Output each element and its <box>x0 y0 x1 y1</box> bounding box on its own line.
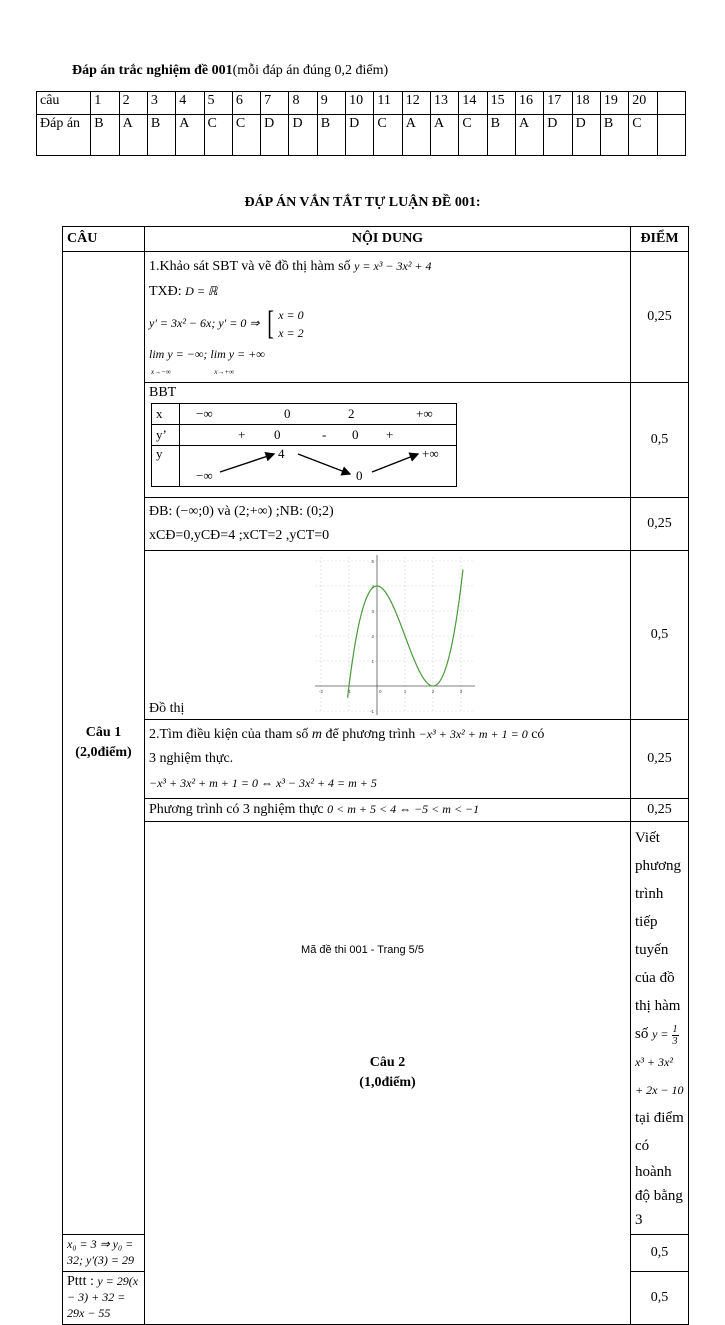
fraction-num: 1 <box>672 1023 678 1035</box>
mc-answer-letter: A <box>119 115 147 156</box>
y-tick-label: -1 <box>369 709 374 714</box>
score: 0,25 <box>631 720 689 799</box>
mc-answer-letter: C <box>232 115 260 156</box>
param-text: có <box>531 727 545 742</box>
score: 0,25 <box>631 799 689 822</box>
mc-question-number: 4 <box>176 92 204 115</box>
mc-question-number: 17 <box>544 92 572 115</box>
bbt-sign: 0 <box>274 427 281 442</box>
cau1-label <box>63 252 145 1235</box>
mc-question-number: 20 <box>629 92 657 115</box>
tangent-values: x₀ = 3 ⇒ y₀ = 32; y'(3) = 29 <box>67 1237 134 1267</box>
question-text: Viết phương trình tiếp tuyến của đồ thị hàm số <box>635 830 682 1042</box>
domain-label: TXĐ: <box>149 284 182 299</box>
param-text: 3 nghiệm thực. <box>149 751 234 766</box>
mc-answer-letter: D <box>572 115 600 156</box>
score: 0,5 <box>631 383 689 498</box>
cau2-tangent-content <box>63 1272 145 1325</box>
mc-question-number: 18 <box>572 92 600 115</box>
cau2-label <box>145 822 631 1325</box>
x-tick-label: 1 <box>403 689 407 694</box>
monotonic-intervals: ĐB: (−∞;0) và (2;+∞) ;NB: (0;2) <box>149 504 334 519</box>
cau1-label-name: Câu 1 <box>85 725 122 740</box>
cau1-row-condition <box>63 799 689 822</box>
mc-row-label: Đáp án <box>37 115 91 156</box>
cau1-row-parameter <box>63 720 689 799</box>
fraction-den: 3 <box>672 1035 678 1047</box>
cau1-condition-content <box>145 799 631 822</box>
condition-text: Phương trình có 3 nghiệm thực <box>149 802 324 817</box>
mc-question-number: 11 <box>374 92 402 115</box>
bbt-x-value: −∞ <box>196 406 213 421</box>
survey-text: 1.Khảo sát SBT và vẽ đồ thị hàm số <box>149 259 351 274</box>
cau2-label-name: Câu 2 <box>369 1055 406 1070</box>
cau1-monotonic-content <box>145 498 631 551</box>
mc-question-number: 19 <box>600 92 628 115</box>
tangent-label: Pttt : <box>67 1274 94 1289</box>
tangent-equation: y = 29(x − 3) + 32 = 29x − 55 <box>67 1274 139 1320</box>
bbt-sign: + <box>386 427 394 442</box>
arrow-up <box>372 454 418 472</box>
solution-system: [ x = 0 x = 2 <box>267 305 304 342</box>
score: 0,25 <box>631 498 689 551</box>
cau1-graph-content <box>145 551 631 720</box>
bbt-yprime-values <box>180 425 457 446</box>
mc-question-number: 2 <box>119 92 147 115</box>
mc-answer-letter: B <box>147 115 175 156</box>
domain-formula: D = ℝ <box>185 284 218 298</box>
bbt-sign: + <box>238 427 246 442</box>
bbt-y-start: −∞ <box>196 468 213 483</box>
header-cau: CÂU <box>63 227 145 252</box>
bbt-yprime-label: y’ <box>152 425 180 446</box>
cau1-bbt-content <box>145 383 631 498</box>
mc-question-number: 14 <box>459 92 487 115</box>
score: 0,5 <box>631 551 689 720</box>
mc-answer-letter: B <box>91 115 119 156</box>
arrow-up <box>220 454 274 472</box>
param-text: để phương trình <box>325 727 416 742</box>
bbt-y-label: y <box>152 446 180 487</box>
mc-answer-letter <box>657 115 686 156</box>
mc-answer-letter: A <box>515 115 543 156</box>
condition-formula: 0 < m + 5 < 4 ⇔ −5 < m < −1 <box>327 802 480 816</box>
bbt-x-values <box>180 404 457 425</box>
mc-answer-letter: A <box>402 115 430 156</box>
bbt-x-value: +∞ <box>416 406 433 421</box>
cau1-parameter-content <box>145 720 631 799</box>
param-equation: −x³ + 3x² + m + 1 = 0 <box>418 727 528 741</box>
mc-answer-letter: C <box>204 115 232 156</box>
y-tick-label: 2 <box>371 634 374 639</box>
limit-sub-1: x→−∞ <box>151 368 171 376</box>
bbt-y-end: +∞ <box>422 446 439 461</box>
limits-formula: lim y = −∞; lim y = +∞ <box>149 347 265 361</box>
bbt-x-value: 0 <box>284 406 291 421</box>
mc-question-number: 9 <box>317 92 345 115</box>
question-text: hoành độ bằng 3 <box>635 1164 683 1228</box>
mc-answer-title: Đáp án trắc nghiệm đề 001(mỗi đáp án đúng 0,2 điểm) <box>72 63 389 78</box>
variation-table <box>151 403 457 487</box>
limit-sub-2: x→+∞ <box>214 368 235 376</box>
mc-answer-letter: B <box>317 115 345 156</box>
solution-1: x = 0 <box>278 308 304 322</box>
mc-question-number: 1 <box>91 92 119 115</box>
mc-question-number: 15 <box>487 92 515 115</box>
mc-answer-letter: C <box>374 115 402 156</box>
x-tick-label: 2 <box>431 689 435 694</box>
header-diem: ĐIỂM <box>631 227 689 252</box>
score: 0,5 <box>631 1235 689 1272</box>
score: 0,25 <box>631 252 689 383</box>
cau2-question-content <box>631 822 689 1235</box>
graph-label: Đồ thị <box>149 701 185 716</box>
header-noidung: NỘI DUNG <box>145 227 631 252</box>
mc-question-number: 10 <box>346 92 374 115</box>
y-tick-label: 1 <box>371 659 374 664</box>
cau1-row-graph <box>63 551 689 720</box>
bbt-y-min: 0 <box>356 468 363 483</box>
bbt-y-values <box>180 446 457 487</box>
mc-question-number: 6 <box>232 92 260 115</box>
cau2-values-content <box>63 1235 145 1272</box>
param-transform: −x³ + 3x² + m + 1 = 0 ⇔ x³ − 3x² + 4 = m + 5 <box>149 776 377 790</box>
cau1-label-points: (2,0điểm) <box>75 745 132 760</box>
cau1-row-monotonic <box>63 498 689 551</box>
x-tick-label: 3 <box>459 689 463 694</box>
question-text: tại điểm có <box>635 1110 684 1154</box>
bbt-label: BBT <box>149 385 177 400</box>
mc-answer-letter: D <box>346 115 374 156</box>
mc-question-number: 8 <box>289 92 317 115</box>
derivative-formula: y' = 3x² − 6x; y' = 0 ⇒ <box>149 316 260 331</box>
mc-answer-table <box>36 91 686 156</box>
bbt-sign: - <box>322 427 327 442</box>
mc-question-number: 3 <box>147 92 175 115</box>
cau1-row-survey <box>63 252 689 383</box>
mc-question-number: 12 <box>402 92 430 115</box>
mc-answer-letter: D <box>289 115 317 156</box>
solution-2: x = 2 <box>278 326 304 340</box>
bbt-arrows <box>180 446 456 488</box>
mc-answer-letter: A <box>176 115 204 156</box>
y-tick-label: 3 <box>371 609 374 614</box>
mc-answer-letter: D <box>261 115 289 156</box>
param-m: m <box>311 727 323 742</box>
extrema: xCĐ=0,yCĐ=4 ;xCT=2 ,yCT=0 <box>149 528 330 543</box>
cau1-survey-content <box>145 252 631 383</box>
mc-answer-letter: B <box>600 115 628 156</box>
mc-row-label: câu <box>37 92 91 115</box>
graph-grid <box>315 557 473 713</box>
mc-question-number: 7 <box>261 92 289 115</box>
function-formula: y = x³ − 3x² + 4 <box>354 259 432 273</box>
x-tick-label: -2 <box>318 689 324 694</box>
bbt-sign: 0 <box>352 427 359 442</box>
mc-question-number: 5 <box>204 92 232 115</box>
x-tick-label: -1 <box>346 689 352 694</box>
x-tick-label: 0 <box>379 689 382 694</box>
arrow-down <box>298 454 350 474</box>
mc-answer-letter: C <box>459 115 487 156</box>
cau2-row-question <box>63 822 689 1235</box>
mc-answer-letter: B <box>487 115 515 156</box>
page-footer: Mã đề thi 001 - Trang 5/5 <box>301 944 424 956</box>
function-graph <box>311 553 477 717</box>
y-tick-label: 5 <box>371 559 374 564</box>
mc-answer-letter: C <box>629 115 657 156</box>
cau1-row-bbt <box>63 383 689 498</box>
mc-question-number: 13 <box>431 92 459 115</box>
bbt-x-label: x <box>152 404 180 425</box>
bbt-x-value: 2 <box>348 406 355 421</box>
cau2-label-points: (1,0điểm) <box>359 1075 416 1090</box>
mc-answer-letter: D <box>544 115 572 156</box>
essay-title: ĐÁP ÁN VẮN TẮT TỰ LUẬN ĐỀ 001: <box>244 195 481 210</box>
fraction <box>672 1024 679 1047</box>
bbt-y-max: 4 <box>278 446 285 461</box>
param-text: 2.Tìm điều kiện của tham số <box>149 727 309 742</box>
header-row <box>63 227 689 252</box>
question-formula-pre: y = <box>652 1027 669 1041</box>
essay-answer-table <box>62 226 689 1325</box>
mc-question-number <box>657 92 686 115</box>
mc-answer-row <box>37 115 686 156</box>
mc-answer-letter: A <box>431 115 459 156</box>
y-tick-label: 4 <box>371 584 374 589</box>
score: 0,5 <box>631 1272 689 1325</box>
mc-question-number: 16 <box>515 92 543 115</box>
question-formula-post: x³ + 3x² + 2x − 10 <box>635 1055 684 1097</box>
mc-question-row <box>37 92 686 115</box>
